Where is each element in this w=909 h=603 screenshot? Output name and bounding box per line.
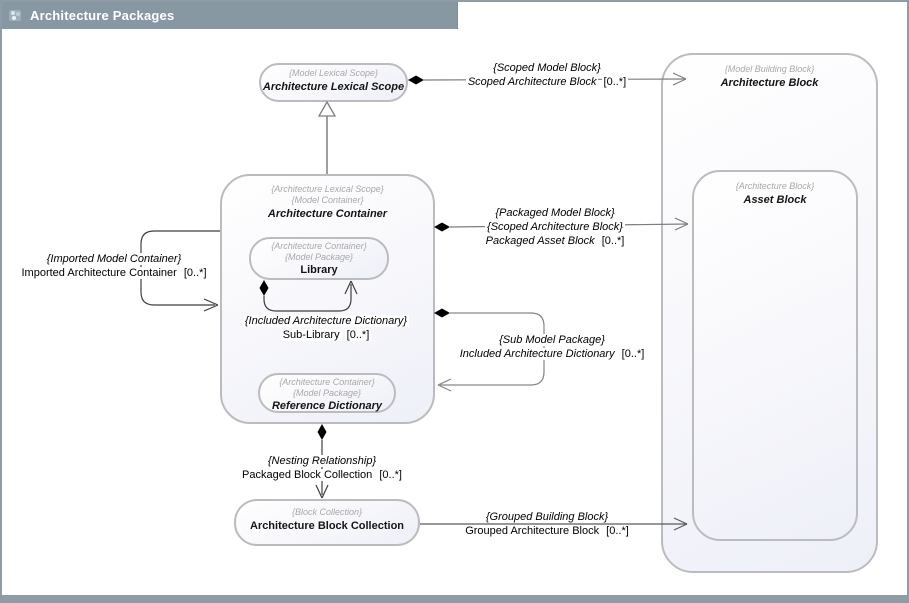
- stereotype-label: {Model Package}: [284, 252, 354, 262]
- stereotype-label: {Architecture Container}: [271, 241, 367, 251]
- label-packaged-asset-block: {Packaged Model Block} {Scoped Architecture Block} Packaged Asset Block [0..*]: [485, 207, 625, 247]
- stereotype-label: {Model Container}: [291, 195, 364, 205]
- node-name: Architecture Block: [720, 77, 819, 89]
- label-included-architecture-dictionary: {Sub Model Package} Included Architecture Dictionary [0..*]: [459, 334, 645, 360]
- node-name: Architecture Lexical Scope: [262, 81, 405, 93]
- stereotype-label: {Block Collection}: [291, 507, 363, 517]
- stereotype-label: {Model Lexical Scope}: [288, 68, 379, 78]
- frame-bottom-edge: [2, 595, 907, 601]
- diagram-title-bar: [2, 2, 458, 29]
- node-name: Library: [300, 264, 338, 276]
- label-grouped-architecture-block: {Grouped Building Block} Grouped Architecture Block [0..*]: [465, 511, 629, 537]
- connector-generalization[interactable]: [319, 102, 335, 174]
- node-library[interactable]: [249, 237, 389, 280]
- label-scoped-architecture-block: {Scoped Model Block} Scoped Architecture Block [0..*]: [467, 62, 627, 88]
- diagram-icon: [8, 8, 23, 23]
- node-name: Architecture Block Collection: [249, 520, 405, 532]
- node-name: Architecture Container: [267, 208, 388, 220]
- node-asset-block[interactable]: [692, 170, 858, 541]
- stereotype-label: {Architecture Lexical Scope}: [271, 184, 384, 194]
- stereotype-label: {Architecture Container}: [279, 377, 375, 387]
- diagram-title: Architecture Packages: [30, 8, 175, 23]
- label-sub-library: {Included Architecture Dictionary} Sub-Library [0..*]: [244, 315, 408, 341]
- stereotype-label: {Architecture Block}: [735, 181, 815, 191]
- label-imported-architecture-container: {Imported Model Container} Imported Architecture Container [0..*]: [21, 253, 207, 279]
- node-name: Reference Dictionary: [271, 400, 383, 412]
- node-reference-dictionary[interactable]: [258, 373, 396, 413]
- label-nesting-relationship: {Nesting Relationship} Packaged Block Collection [0..*]: [242, 455, 402, 481]
- stereotype-label: {Model Building Block}: [724, 64, 815, 74]
- stereotype-label: {Model Package}: [292, 388, 362, 398]
- node-name: Asset Block: [743, 194, 807, 206]
- node-architecture-lexical-scope[interactable]: [259, 63, 408, 102]
- node-architecture-block-collection[interactable]: [234, 499, 420, 546]
